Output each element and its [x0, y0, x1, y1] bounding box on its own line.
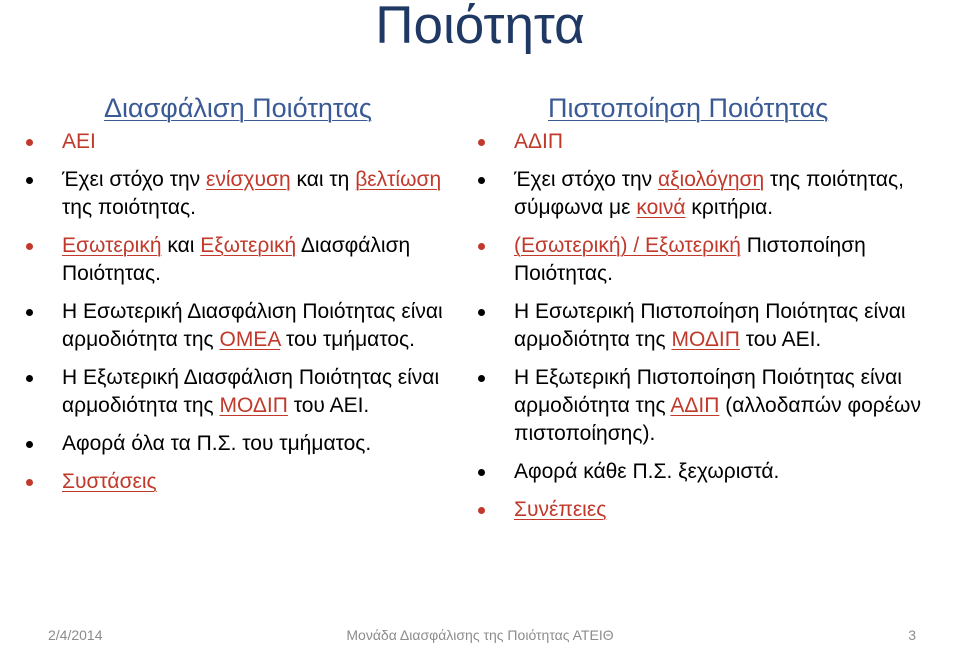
bullet-text: του τμήματος.: [280, 328, 415, 351]
bullet-item: [478, 298, 956, 354]
highlighted-term: ΜΟΔΙΠ: [219, 394, 288, 417]
bullet-point-icon: [478, 469, 485, 476]
highlighted-term: αξιολόγηση: [658, 168, 765, 191]
bullet-point-icon: [26, 243, 33, 250]
bullet-text: Έχει στόχο την: [62, 168, 207, 191]
bullet-text: και τη: [290, 168, 356, 191]
bullet-text: Διασφάλιση Ποιότητας.: [62, 234, 411, 285]
bullet-point-icon: [26, 375, 33, 382]
bullet-text: και: [161, 234, 201, 257]
bullet-point-icon: [26, 177, 33, 184]
highlighted-term: Συστάσεις: [62, 470, 157, 493]
bullet-text: (αλλοδαπών φορέων πιστοποίησης).: [514, 394, 921, 445]
bullet-item: [478, 232, 956, 288]
bullet-item: [26, 232, 466, 288]
bullet-item: [478, 128, 956, 156]
left-bullet-list: [26, 128, 466, 496]
bullet-item: [26, 166, 466, 222]
footer-page-number: 3: [908, 627, 916, 643]
bullet-item: [26, 298, 466, 354]
highlighted-term: κοινά: [636, 196, 686, 219]
bullet-point-icon: [478, 243, 485, 250]
bullet-point-icon: [26, 309, 33, 316]
bullet-item: [478, 496, 956, 524]
highlighted-term: ΟΜΕΑ: [219, 328, 281, 351]
bullet-point-icon: [26, 479, 33, 486]
bullet-item: [478, 364, 956, 448]
right-bullet-list: [478, 128, 956, 524]
bullet-text: της ποιότητας, σύμφωνα με: [514, 168, 904, 219]
bullet-text: Η Εξωτερική Διασφάλιση Ποιότητας είναι αρμοδιότητα της: [62, 366, 440, 417]
bullet-text: ΑΔΙΠ: [514, 130, 564, 153]
bullet-text: ΑΕΙ: [62, 130, 96, 153]
left-column: [26, 92, 466, 506]
bullet-text: Πιστοποίηση Ποιότητας.: [514, 234, 866, 285]
bullet-text: Η Εσωτερική Πιστοποίηση Ποιότητας είναι αρμοδιότητα της: [514, 300, 906, 351]
bullet-text: Έχει στόχο την: [514, 168, 659, 191]
highlighted-term: Εξωτερική: [200, 234, 297, 257]
left-column-heading: Διασφάλιση Ποιότητας: [104, 93, 372, 123]
bullet-point-icon: [478, 309, 485, 316]
slide-title: Ποιότητα: [375, 0, 585, 55]
footer-date: 2/4/2014: [48, 627, 103, 643]
bullet-point-icon: [478, 507, 485, 514]
bullet-item: [26, 468, 466, 496]
highlighted-term: ΜΟΔΙΠ: [671, 328, 740, 351]
highlighted-term: ενίσχυση: [206, 168, 291, 191]
bullet-point-icon: [478, 139, 485, 146]
bullet-point-icon: [478, 177, 485, 184]
highlighted-term: ΑΔΙΠ: [670, 394, 720, 417]
bullet-text: της ποιότητας.: [62, 196, 196, 219]
bullet-point-icon: [478, 375, 485, 382]
bullet-item: [478, 166, 956, 222]
bullet-text: Η Εσωτερική Διασφάλιση Ποιότητας είναι αρμοδιότητα της: [62, 300, 443, 351]
bullet-point-icon: [26, 441, 33, 448]
bullet-text: του ΑΕΙ.: [739, 328, 822, 351]
highlighted-term: Συνέπειες: [514, 498, 607, 521]
bullet-point-icon: [26, 139, 33, 146]
bullet-text: του ΑΕΙ.: [287, 394, 370, 417]
right-column-heading: Πιστοποίηση Ποιότητας: [548, 93, 829, 123]
bullet-item: [478, 458, 956, 486]
footer-organization: Μονάδα Διασφάλισης της Ποιότητας ΑΤΕΙΘ: [346, 627, 614, 643]
bullet-text: Η Εξωτερική Πιστοποίηση Ποιότητας είναι αρμοδιότητα της: [514, 366, 902, 417]
bullet-text: Αφορά όλα τα Π.Σ. του τμήματος.: [62, 432, 372, 455]
highlighted-term: Εσωτερική: [62, 234, 162, 257]
right-column: [478, 92, 956, 534]
highlighted-term: (Εσωτερική) / Εξωτερική: [514, 234, 741, 257]
bullet-text: κριτήρια.: [685, 196, 774, 219]
highlighted-term: βελτίωση: [355, 168, 442, 191]
bullet-item: [26, 128, 466, 156]
bullet-text: Αφορά κάθε Π.Σ. ξεχωριστά.: [514, 460, 780, 483]
bullet-item: [26, 364, 466, 420]
bullet-item: [26, 430, 466, 458]
